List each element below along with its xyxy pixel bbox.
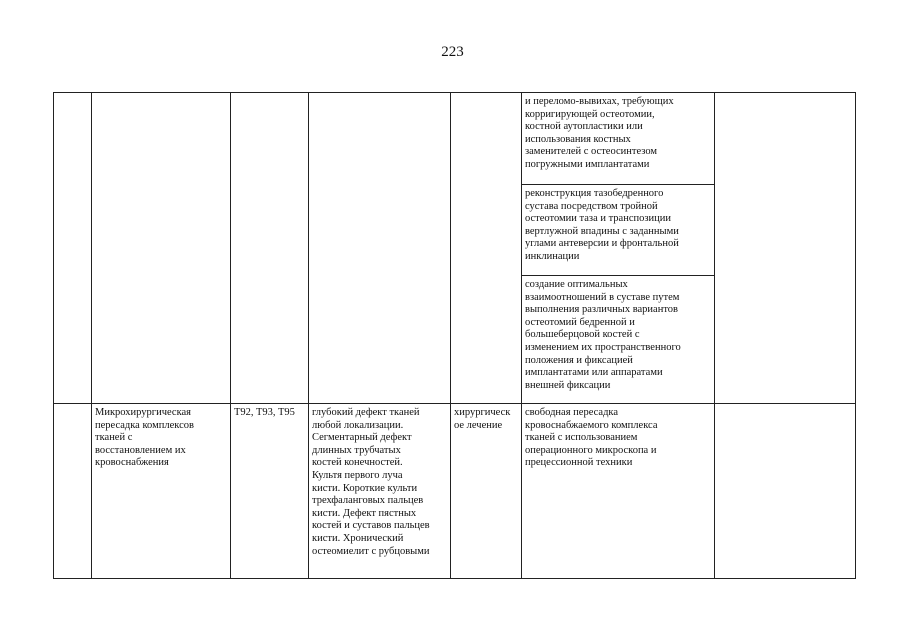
table-row xyxy=(54,93,856,185)
treatment-type-cell xyxy=(451,93,522,404)
treatment-method-cell: свободная пересадка кровоснабжаемого комплекса тканей с использованием операционного микроскопа и прецессионной техники xyxy=(522,404,715,579)
treatment-method-cell: и переломо-вывихах, требующих корригирующей остеотомии, костной аутопластики или использования костных заменителей с остеосинтезом погружными имплантатами xyxy=(522,93,715,185)
row-number-cell xyxy=(54,404,92,579)
table-row xyxy=(54,404,856,579)
procedures-table xyxy=(53,92,856,579)
treatment-method-cell: создание оптимальных взаимоотношений в суставе путем выполнения различных вариантов остеотомий бедренной и большеберцовой костей с изменением их пространственного положения и фиксацией имплантатами или аппаратами внешней фиксации xyxy=(522,276,715,404)
cost-cell xyxy=(715,93,856,404)
page-number: 223 xyxy=(441,44,464,60)
treatment-method-cell: реконструкция тазобедренного сустава посредством тройной остеотомии таза и транспозиции вертлужной впадины с заданными углами антеверсии и фронтальной инклинации xyxy=(522,185,715,276)
patient-model-cell: глубокий дефект тканей любой локализации. Сегментарный дефект длинных трубчатых костей конечностей. Культя первого луча кисти. Короткие культи трехфаланговых пальцев кисти. Дефект пястных костей и суставов пальцев кисти. Хронический остеомиелит с рубцовыми xyxy=(309,404,451,579)
patient-model-cell xyxy=(309,93,451,404)
icd-codes-cell xyxy=(231,93,309,404)
procedure-name-cell: Микрохирургическая пересадка комплексов тканей с восстановлением их кровоснабжения xyxy=(92,404,231,579)
cost-cell xyxy=(715,404,856,579)
row-number-cell xyxy=(54,93,92,404)
procedure-name-cell xyxy=(92,93,231,404)
treatment-type-cell: хирургическ ое лечение xyxy=(451,404,522,579)
icd-codes-cell: T92, T93, T95 xyxy=(231,404,309,579)
